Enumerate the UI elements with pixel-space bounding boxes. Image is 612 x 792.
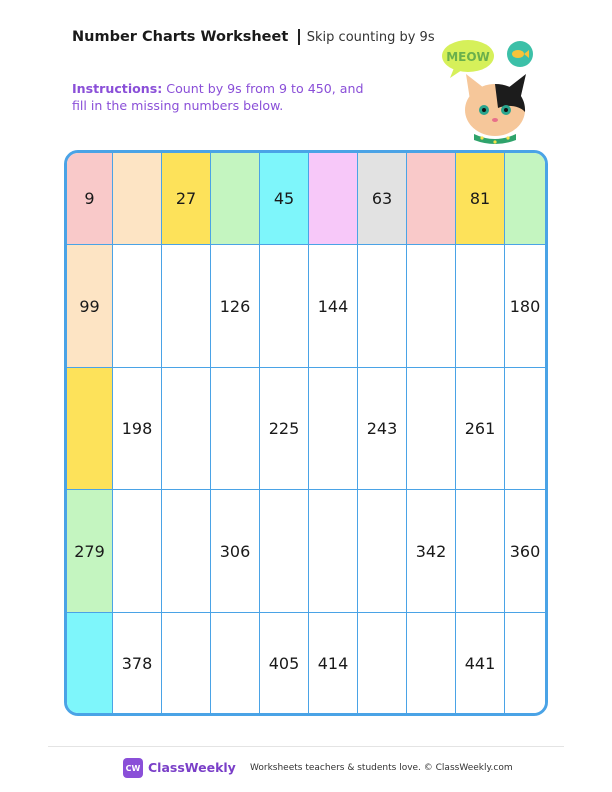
grid-cell[interactable] (211, 368, 260, 490)
fish-icon (507, 41, 533, 67)
grid-cell: 378 (113, 613, 162, 713)
grid-cell[interactable] (67, 368, 113, 490)
grid-cell: 126 (211, 245, 260, 368)
grid-cell[interactable] (260, 245, 309, 368)
grid-cell[interactable] (358, 245, 407, 368)
grid-cell: 27 (162, 153, 211, 245)
footer-divider (48, 746, 564, 747)
grid-cell: 9 (67, 153, 113, 245)
grid-cell[interactable] (260, 490, 309, 613)
instructions-text: Count by 9s from 9 to 450, and fill in the missing numbers below. (72, 81, 364, 113)
grid-cell[interactable] (211, 613, 260, 713)
grid-cell[interactable] (162, 368, 211, 490)
grid-cell[interactable] (407, 245, 456, 368)
grid-cell: 180 (505, 245, 545, 368)
grid-cell: 198 (113, 368, 162, 490)
grid-cell: 45 (260, 153, 309, 245)
grid-cell[interactable] (456, 490, 505, 613)
grid-cell[interactable] (407, 153, 456, 245)
grid-cell[interactable] (407, 613, 456, 713)
grid-cell: 342 (407, 490, 456, 613)
grid-cell[interactable] (113, 245, 162, 368)
meow-bubble-text: MEOW (446, 50, 490, 64)
footer-tagline: Worksheets teachers & students love. © ClassWeekly.com (250, 763, 513, 773)
grid-cell: 261 (456, 368, 505, 490)
grid-cell[interactable] (162, 245, 211, 368)
grid-cell[interactable] (67, 613, 113, 713)
grid-cell[interactable] (358, 490, 407, 613)
worksheet-subtitle: Skip counting by 9s (306, 29, 435, 45)
cat-icon (465, 74, 526, 144)
grid-cell: 243 (358, 368, 407, 490)
grid-cell[interactable] (505, 368, 545, 490)
worksheet-title: Number Charts Worksheet (72, 29, 289, 45)
title-separator (298, 29, 300, 45)
instructions (72, 80, 372, 114)
grid-cell[interactable] (113, 490, 162, 613)
grid-cell[interactable] (309, 490, 358, 613)
grid-cell: 144 (309, 245, 358, 368)
grid-cell[interactable] (407, 368, 456, 490)
grid-cell: 441 (456, 613, 505, 713)
footer (0, 758, 612, 782)
brand-name: ClassWeekly (148, 760, 236, 775)
grid-cell: 99 (67, 245, 113, 368)
grid-cell[interactable] (309, 368, 358, 490)
grid-cell[interactable] (309, 153, 358, 245)
grid-cell: 414 (309, 613, 358, 713)
grid-cell: 306 (211, 490, 260, 613)
grid-cell: 360 (505, 490, 545, 613)
grid-cell: 81 (456, 153, 505, 245)
grid-cell[interactable] (162, 613, 211, 713)
grid-cell: 63 (358, 153, 407, 245)
skip-counting-grid (64, 150, 548, 716)
classweekly-logo-icon: CW (123, 758, 143, 778)
cat-mascot-illustration (440, 34, 550, 146)
grid-cell[interactable] (505, 153, 545, 245)
grid-cell[interactable] (505, 613, 545, 713)
grid-cell[interactable] (162, 490, 211, 613)
grid-cell[interactable] (456, 245, 505, 368)
speech-bubble-icon (442, 40, 494, 78)
grid-cell: 279 (67, 490, 113, 613)
grid-cell: 405 (260, 613, 309, 713)
worksheet-header (72, 27, 435, 47)
grid-cell[interactable] (358, 613, 407, 713)
grid-cell[interactable] (113, 153, 162, 245)
grid-cell[interactable] (211, 153, 260, 245)
grid-cell: 225 (260, 368, 309, 490)
instructions-label: Instructions: (72, 81, 163, 96)
